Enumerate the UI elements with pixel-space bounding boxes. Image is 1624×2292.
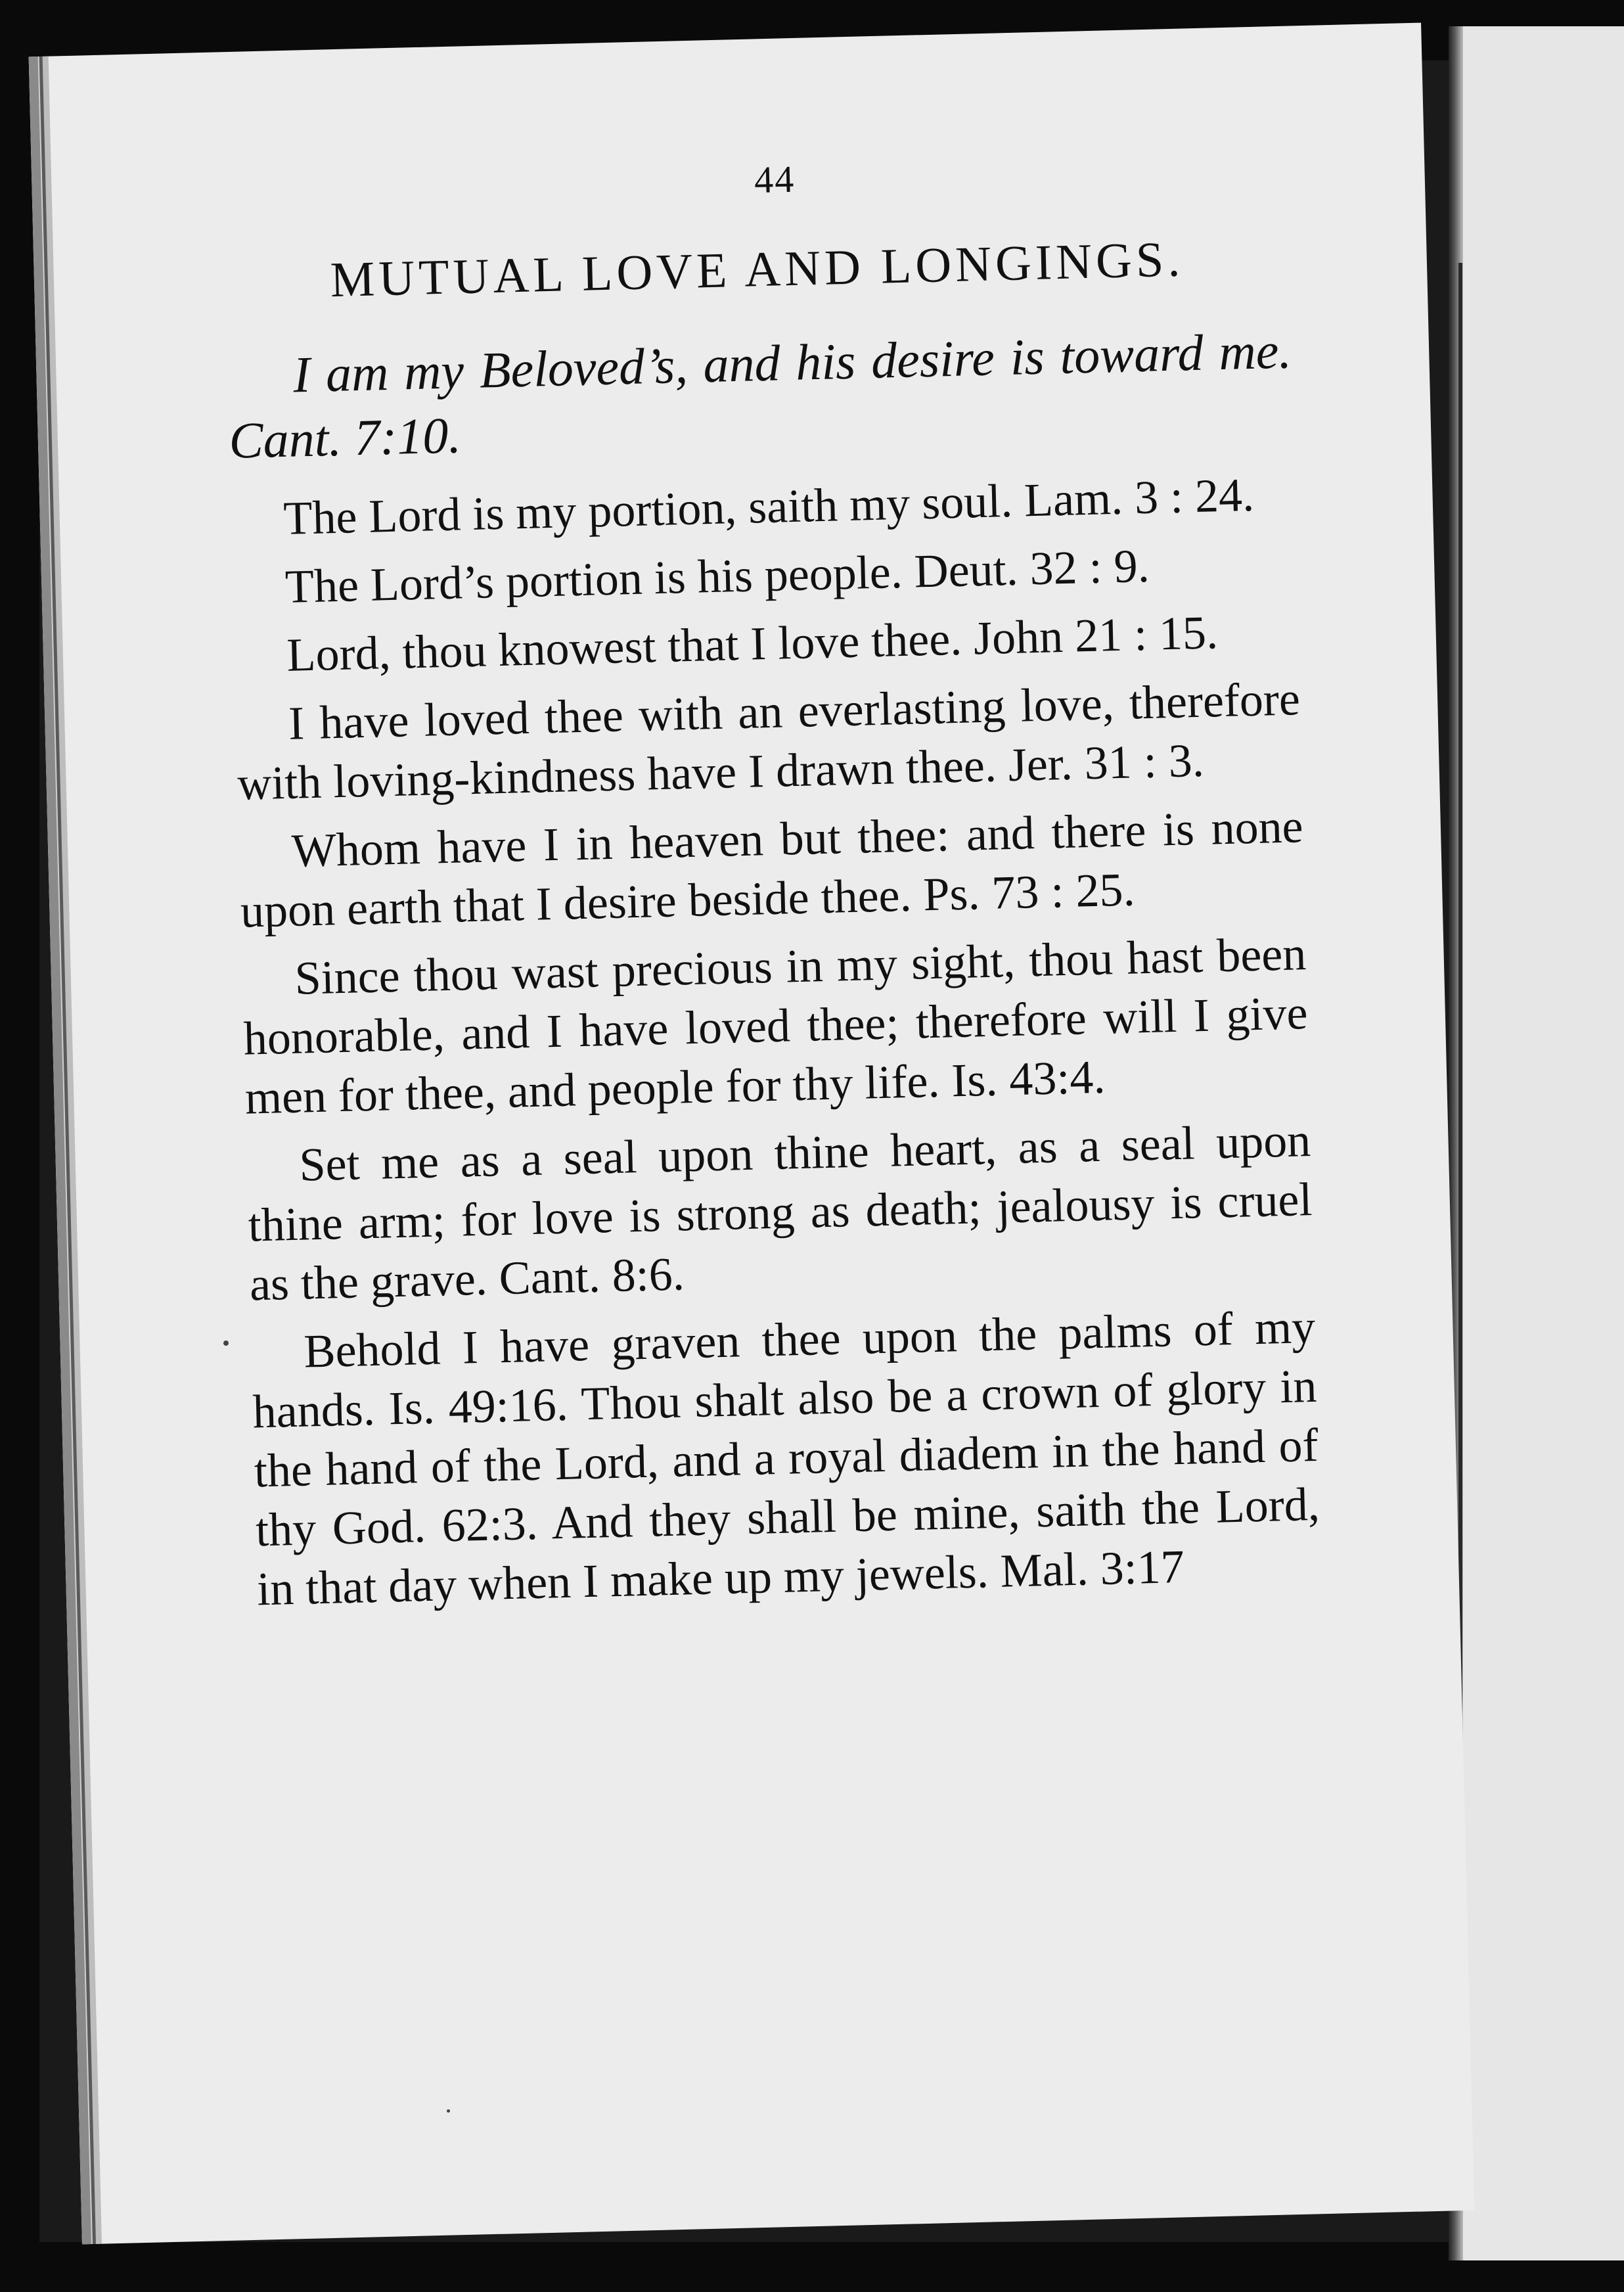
page-number: 44 [754, 157, 796, 202]
verse-paragraph: Set me as a seal upon thine heart, as a seal upon thine arm; for love is strong as death; jealousy is cruel as the grave. Cant. 8:6. [247, 1114, 1313, 1311]
verse-paragraph: Lord, thou knowest that I love thee. John 21 : 15. [286, 606, 1219, 681]
verse-paragraph: Behold I have graven thee upon the palms of my hands. Is. 49:16. Thou shalt also be a crown of glory in the hand of the Lord, and a royal diadem in the hand of thy God. 62:3. And they shall be mine, saith the Lord, in that day when I make up my jewels. Mal. 3:17 [252, 1300, 1320, 1616]
verse-list [230, 464, 1321, 1618]
chapter-title: MUTUAL LOVE AND LONGINGS. [329, 231, 1185, 308]
verse-paragraph: The Lord is my portion, saith my soul. Lam. 3 : 24. [282, 468, 1255, 545]
epigraph-verse: I am my Beloved’s, and his desire is toward me. Cant. 7:10. [228, 321, 1292, 469]
verse-paragraph: Whom have I in heaven but thee: and there is none upon earth that I desire beside thee. Ps. 73 : 25. [240, 800, 1304, 938]
verse-paragraph: The Lord’s portion is his people. Deut. 32 : 9. [284, 539, 1150, 613]
verse-paragraph: I have loved thee with an everlasting love, therefore with loving-kindness have I drawn thee. Jer. 31 : 3. [237, 672, 1301, 810]
facing-page-edge [1449, 26, 1624, 2260]
paper-speck [223, 1341, 229, 1346]
verse-paragraph: Since thou wast precious in my sight, thou hast been honorable, and I have loved thee; therefore will I give men for thee, and people for thy life. Is. 43:4. [242, 927, 1309, 1124]
page-content [223, 145, 1322, 1628]
paper-speck [447, 2109, 450, 2113]
